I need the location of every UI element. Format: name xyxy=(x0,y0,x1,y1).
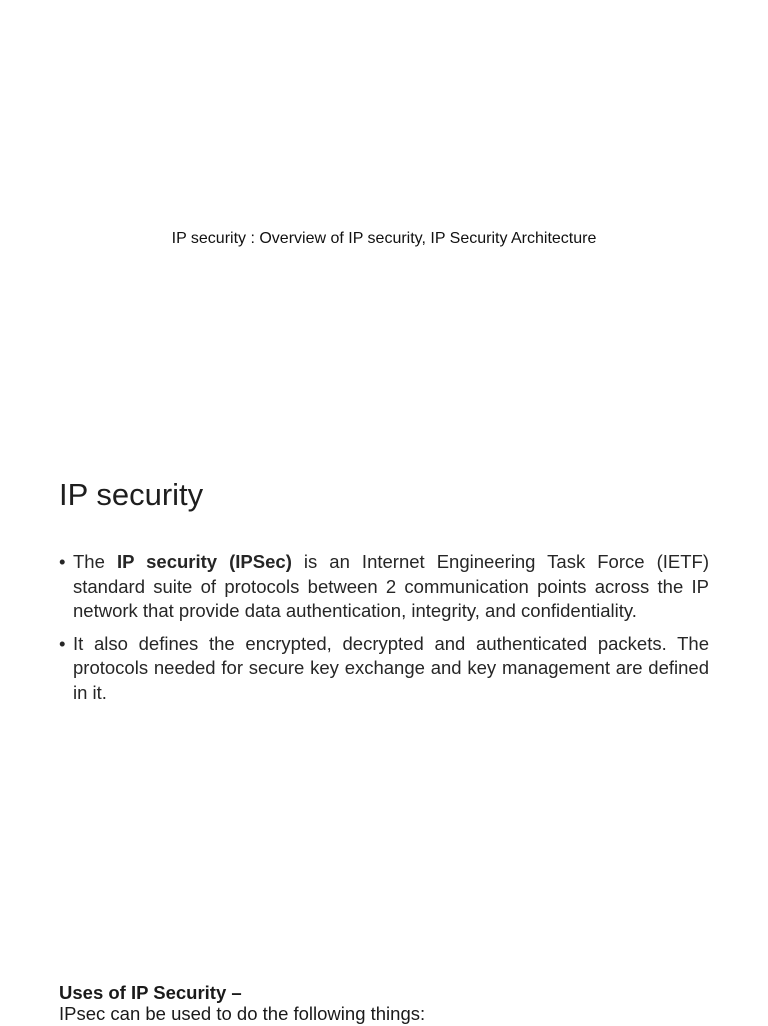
bullet-text-bold-term: IP security (IPSec) xyxy=(116,551,292,572)
bullet-text-prefix: The xyxy=(73,551,117,572)
bullet-marker: • xyxy=(59,551,66,572)
section-heading: IP security xyxy=(59,477,204,512)
uses-heading: Uses of IP Security – xyxy=(59,982,242,1003)
slide-title: IP security : Overview of IP security, IP Security Architecture xyxy=(171,230,597,247)
bullet-text-body: is an Internet Engineering Task Force (IETF) standard suite of protocols between 2 communication points across the IP network that provide data authentication, integrity, and confidentiality. xyxy=(73,551,709,621)
bullet-item-packets xyxy=(59,632,709,706)
bullet-marker: • xyxy=(59,632,66,654)
bullet-list xyxy=(59,550,709,713)
bullet-item-ipsec-definition xyxy=(59,550,709,624)
uses-intro: IPsec can be used to do the following things: xyxy=(59,1003,426,1024)
bullet-text-body: It also defines the encrypted, decrypted and authenticated packets. The protocols needed for secure key exchange and key management are defined in it. xyxy=(73,632,709,703)
